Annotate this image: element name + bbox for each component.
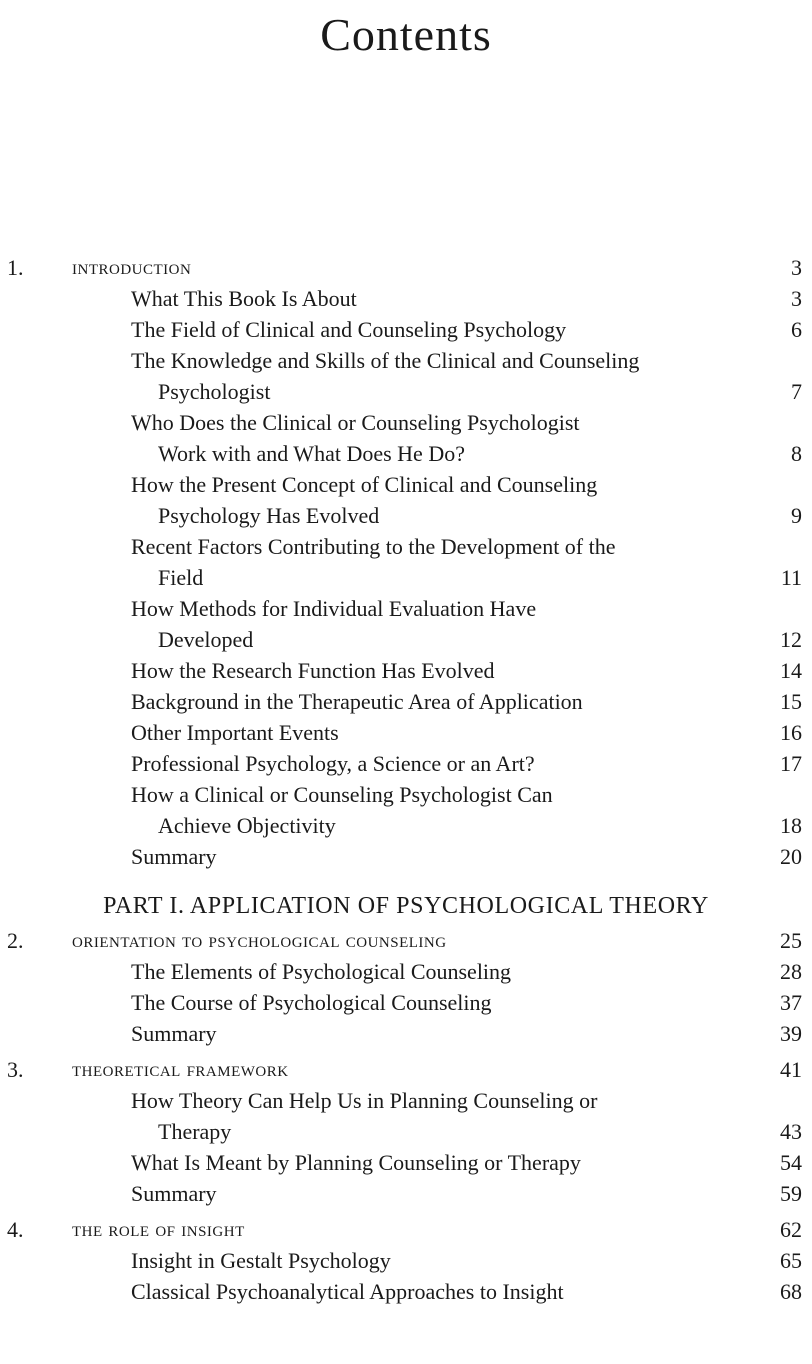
- section-entry: [0, 562, 812, 593]
- chapter-number: 4.: [7, 1217, 24, 1242]
- section-entry: [0, 1147, 812, 1178]
- section-entry: [0, 956, 812, 987]
- page-number: 6: [791, 317, 802, 342]
- section-title: Summary: [131, 1021, 217, 1046]
- section-title: The Course of Psychological Counseling: [131, 990, 492, 1015]
- section-title: Summary: [131, 1181, 217, 1206]
- page-number: 62: [780, 1217, 802, 1242]
- page-number: 20: [780, 844, 802, 869]
- section-title: Professional Psychology, a Science or an Art?: [131, 751, 535, 776]
- chapter-number: 2.: [7, 928, 24, 953]
- page-number: 39: [780, 1021, 802, 1046]
- section-entry: [0, 407, 812, 438]
- section-title: How Methods for Individual Evaluation Have: [131, 596, 537, 621]
- section-title: Insight in Gestalt Psychology: [131, 1248, 391, 1273]
- chapter-entry: [0, 252, 812, 283]
- section-entry: [0, 655, 812, 686]
- page-number: 43: [780, 1119, 802, 1144]
- section-entry: [0, 779, 812, 810]
- page-number: 17: [780, 751, 802, 776]
- section-title: What Is Meant by Planning Counseling or Therapy: [131, 1150, 581, 1175]
- page-title: Contents: [320, 9, 492, 60]
- page-number: 16: [780, 720, 802, 745]
- section-title: Developed: [158, 627, 254, 652]
- section-title: The Elements of Psychological Counseling: [131, 959, 512, 984]
- chapter-title: the role of insight: [72, 1217, 245, 1241]
- page-number: 25: [780, 928, 802, 953]
- chapter-title: theoretical framework: [72, 1057, 289, 1081]
- section-entry: [0, 283, 812, 314]
- section-entry: [0, 531, 812, 562]
- section-title: Therapy: [158, 1119, 232, 1144]
- chapter-entry: [0, 1054, 812, 1085]
- page-number: 8: [791, 441, 802, 466]
- page-number: 68: [780, 1279, 802, 1304]
- part-heading: PART I. APPLICATION OF PSYCHOLOGICAL THEORY: [103, 893, 709, 919]
- chapter-entry: [0, 1214, 812, 1245]
- chapter-title: orientation to psychological counseling: [72, 928, 447, 952]
- section-title: Classical Psychoanalytical Approaches to Insight: [131, 1279, 564, 1304]
- section-title: How the Research Function Has Evolved: [131, 658, 495, 683]
- section-title: How a Clinical or Counseling Psychologist Can: [131, 782, 553, 807]
- section-entry: [0, 748, 812, 779]
- section-entry: [0, 438, 812, 469]
- section-title: Background in the Therapeutic Area of Application: [131, 689, 583, 714]
- page-number: 3: [791, 286, 802, 311]
- section-entry: [0, 810, 812, 841]
- section-title: Recent Factors Contributing to the Development of the: [131, 534, 616, 559]
- page-number: 15: [780, 689, 802, 714]
- section-entry: [0, 376, 812, 407]
- section-entry: [0, 469, 812, 500]
- page-number: 37: [780, 990, 802, 1015]
- section-title: What This Book Is About: [131, 286, 357, 311]
- section-title: The Field of Clinical and Counseling Psychology: [131, 317, 567, 342]
- chapter-title: introduction: [72, 255, 192, 279]
- section-entry: [0, 987, 812, 1018]
- section-entry: [0, 345, 812, 376]
- page-number: 28: [780, 959, 802, 984]
- section-entry: [0, 1018, 812, 1049]
- section-entry: [0, 1178, 812, 1209]
- section-title: Who Does the Clinical or Counseling Psychologist: [131, 410, 580, 435]
- section-entry: [0, 500, 812, 531]
- chapter-number: 3.: [7, 1057, 24, 1082]
- chapter-entry: [0, 925, 812, 956]
- page-number: 59: [780, 1181, 802, 1206]
- page-number: 12: [780, 627, 802, 652]
- section-entry: [0, 1116, 812, 1147]
- section-entry: [0, 593, 812, 624]
- section-entry: [0, 624, 812, 655]
- page-number: 14: [780, 658, 802, 683]
- section-title: Achieve Objectivity: [158, 813, 336, 838]
- section-entry: [0, 314, 812, 345]
- section-title: Psychology Has Evolved: [158, 503, 380, 528]
- page-number: 41: [780, 1057, 802, 1082]
- section-title: Psychologist: [158, 379, 271, 404]
- section-entry: [0, 717, 812, 748]
- section-title: The Knowledge and Skills of the Clinical and Counseling: [131, 348, 640, 373]
- section-entry: [0, 841, 812, 872]
- section-entry: [0, 1085, 812, 1116]
- section-title: Other Important Events: [131, 720, 339, 745]
- page-number: 11: [780, 565, 802, 590]
- page-number: 54: [780, 1150, 802, 1175]
- page-number: 18: [780, 813, 802, 838]
- section-title: Summary: [131, 844, 217, 869]
- page-number: 65: [780, 1248, 802, 1273]
- page-number: 3: [791, 255, 802, 280]
- page-number: 9: [791, 503, 802, 528]
- section-title: Work with and What Does He Do?: [158, 441, 465, 466]
- section-entry: [0, 1245, 812, 1276]
- chapter-number: 1.: [7, 255, 24, 280]
- section-title: How Theory Can Help Us in Planning Counseling or: [131, 1088, 598, 1113]
- page-number: 7: [791, 379, 802, 404]
- section-title: Field: [158, 565, 204, 590]
- section-entry: [0, 1276, 812, 1307]
- section-title: How the Present Concept of Clinical and Counseling: [131, 472, 598, 497]
- section-entry: [0, 686, 812, 717]
